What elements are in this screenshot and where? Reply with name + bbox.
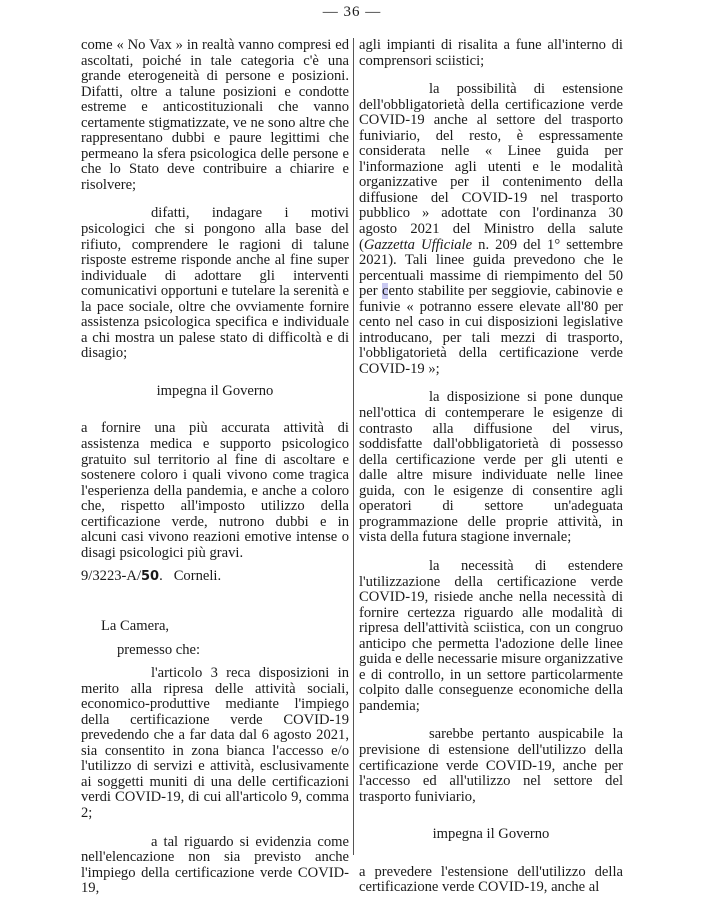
paragraph-text: la possibilità di estensione dell'obbligatorietà della certificazione verde COVID-19 anche al settore del trasporto funiviario, del resto, è espressamente considerata nelle « Linee guida per l'informazione agli utenti e le modalità organizzative per il contenimento della diffusione del COVID-19 nel trasporto pubblico » adottate con l'ordinanza 30 agosto 2021 del Ministro della salute ( (359, 81, 623, 253)
paragraph (359, 82, 623, 377)
premise-label: premesso che: (117, 641, 201, 658)
motion-reference-number: 50 (141, 569, 160, 585)
motion-reference (81, 569, 349, 585)
paragraph: a prevedere l'estensione dell'utilizzo della certificazione verde COVID-19, anche al (359, 863, 623, 896)
text-selection-highlight[interactable]: c (382, 283, 389, 300)
italic-publication-name: Gazzetta Ufficiale (363, 236, 473, 253)
page-number: — 36 — (322, 4, 382, 20)
paragraph: la disposizione si pone dunque nell'ottica di contemperare le esigenze di contrasto alla diffusione del virus, soddisfatte dall'obbligatorietà di possesso della certificazione verde per gli utenti e dalle altre misure individuate nelle linee guida, con le esigenze di consentire agli operatori di settore un'adeguata programmazione delle proprie attività, in vista della futura stagione invernale; (359, 389, 623, 546)
paragraph: a tal riguardo si evidenzia come nell'elencazione non sia previsto anche l'impiego della certificazione verde COVID-19, (81, 833, 349, 897)
right-column (359, 38, 623, 896)
motion-author: Corneli. (173, 568, 222, 585)
section-heading: impegna il Governo (156, 382, 274, 399)
paragraph: a fornire una più accurata attività di assistenza medica e supporto psicologico gratuito sul territorio al fine di ascoltare e sostenere coloro i quali vivono come tragica l'esperienza della pandemia, e anche a coloro che, rispetto all'imposto utilizzo della certificazione verde, nutrono dubbi e in alcuni casi vivono reazioni emotive intense o disagi psicologici più gravi. (81, 420, 349, 561)
paragraph-text: ento stabilite per seggiovie, cabinovie e funivie « potranno essere elevate all'80 per cento nel caso in cui disposizioni legislative introducano, per tali mezzi di trasporto, l'obbligatorietà della certificazione verde COVID-19 »; (359, 283, 623, 377)
section-heading: impegna il Governo (432, 826, 550, 843)
paragraph: l'articolo 3 reca disposizioni in merito alla ripresa delle attività sociali, economico-produttive mediante l'impiego della certificazione verde COVID-19 prevedendo che a far data dal 6 agosto 2021, sia consentito in zona bianca l'accesso e/o l'utilizzo di servizi e attività, esclusivamente ai soggetti muniti di una delle certificazioni verdi COVID-19, di cui all'articolo 9, comma 2; (81, 665, 349, 821)
paragraph-text: n. 209 del 1° settembre 2021). Tali linee guida prevedono che le percentuali massime di riempimento del 50 per (359, 236, 623, 300)
motion-reference-prefix: 9/3223-A/ (81, 568, 141, 585)
motion-reference-suffix: . (159, 568, 163, 585)
paragraph: la necessità di estendere l'utilizzazione della certificazione verde COVID-19, risiede anche nella necessità di fornire certezza riguardo alle modalità di ripresa dell'attività sciistica, con un congruo anticipo che permetta l'adozione delle linee guida e delle necessarie misure organizzative e di controllo, in un settore particolarmente colpito dalle conseguenze economiche della pandemia; (359, 557, 623, 714)
left-column (81, 38, 349, 897)
paragraph: come « No Vax » in realtà vanno compresi ed ascoltati, poiché in tale categoria c'è una grande eterogeneità di persone e posizioni. Difatti, oltre a talune posizioni e condotte estreme e anticostituzionali che vanno certamente stigmatizzate, ve ne sono altre che rappresentano dubbi e paure legittimi che permeano la sfera psicologica delle persone e che lo Stato deve contribuire a chiarire e risolvere; (81, 37, 349, 193)
column-divider (353, 38, 354, 855)
paragraph: agli impianti di risalita a fune all'interno di comprensori sciistici; (359, 37, 623, 69)
paragraph: sarebbe pertanto auspicabile la previsione di estensione dell'utilizzo della certificazione verde COVID-19, anche per l'accesso ed all'utilizzo nel settore del trasporto funiviario, (359, 726, 623, 805)
chamber-label: La Camera, (101, 617, 170, 634)
paragraph: difatti, indagare i motivi psicologici che si pongono alla base del rifiuto, comprendere le ragioni di talune risposte estreme risponde anche al fine super individuale di adottare gli interventi comunicativi opportuni e tutelare la serenità e la pace sociale, oltre che ovviamente fornire assistenza psicologica specifica e individuale a chi mostra un palese stato di difficoltà e di disagio; (81, 205, 349, 362)
